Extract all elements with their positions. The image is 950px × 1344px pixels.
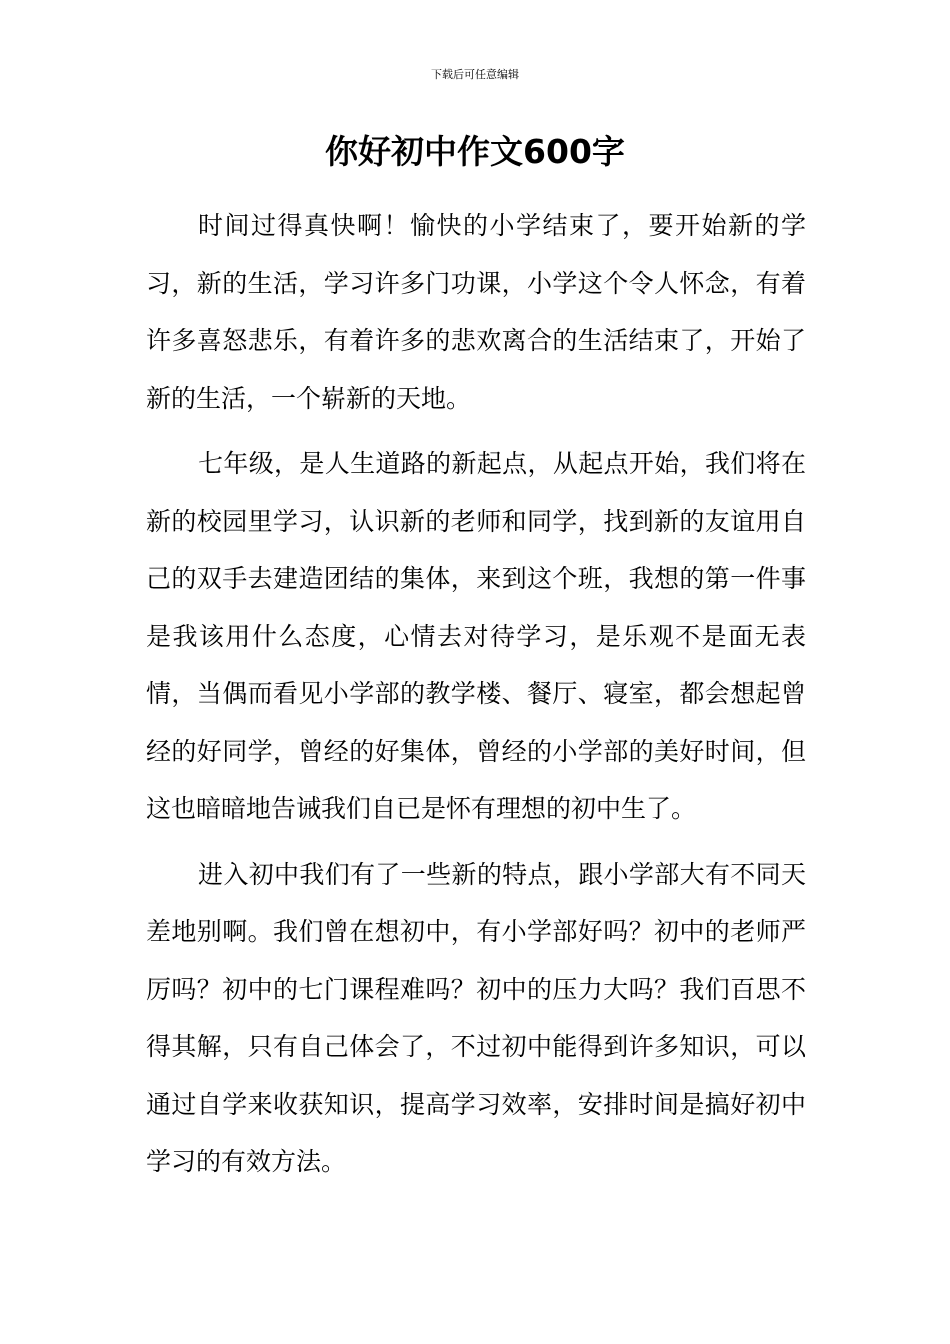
paragraph-2: 七年级，是人生道路的新起点，从起点开始，我们将在新的校园里学习，认识新的老师和同学，找到新的友谊用自己的双手去建造团结的集体，来到这个班，我想的第一件事是我该用什么态度，心情去对待学习，是乐观不是面无表情，当偶而看见小学部的教学楼、餐厅、寝室，都会想起曾经的好同学，曾经的好集体，曾经的小学部的美好时间，但这也暗暗地告诫我们自已是怀有理想的初中生了。 (146, 449, 806, 823)
paragraph-3: 进入初中我们有了一些新的特点，跟小学部大有不同天差地别啊。我们曾在想初中，有小学部好吗？初中的老师严厉吗？初中的七门课程难吗？初中的压力大吗？我们百思不得其解，只有自己体会了，不过初中能得到许多知识，可以通过自学来收获知识，提高学习效率，安排时间是搞好初中学习的有效方法。 (146, 859, 806, 1176)
header-note: 下载后可任意编辑 (431, 68, 519, 81)
paragraph-1: 时间过得真快啊！愉快的小学结束了，要开始新的学习，新的生活，学习许多门功课，小学这个令人怀念，有着许多喜怒悲乐，有着许多的悲欢离合的生活结束了，开始了新的生活，一个崭新的天地。 (146, 211, 806, 413)
document-body (146, 197, 806, 1191)
document-title: 你好初中作文600字 (325, 132, 625, 171)
